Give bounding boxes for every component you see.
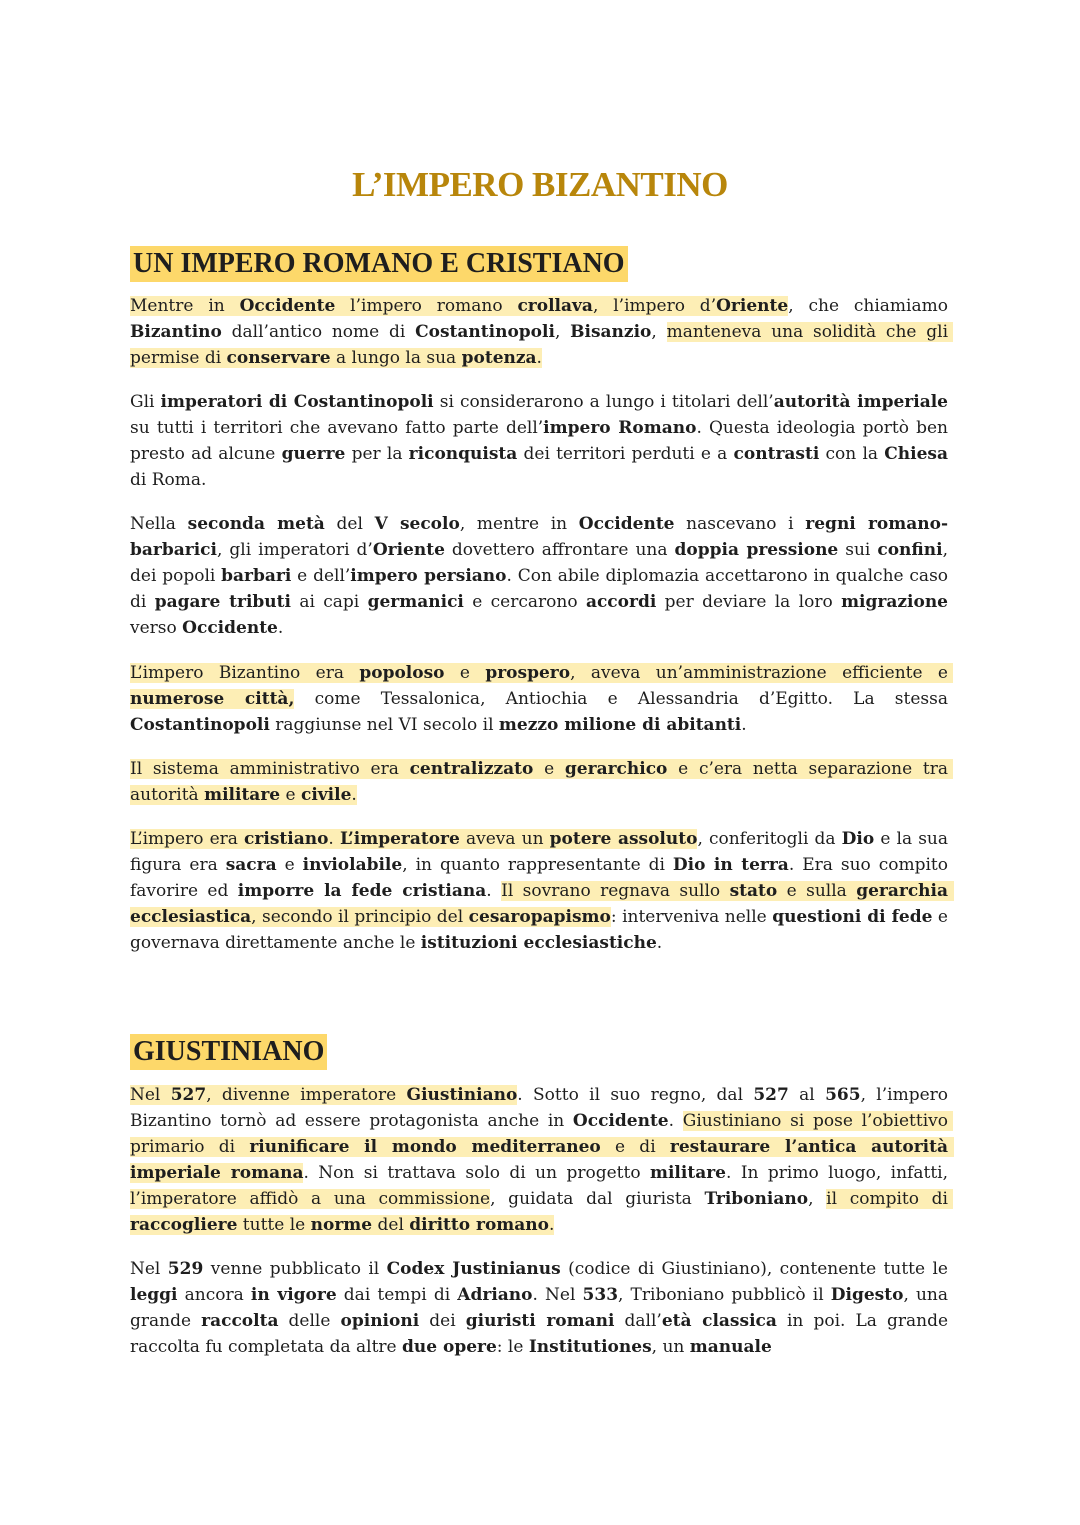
bold-text-run: barbari xyxy=(221,566,292,586)
bold-text-run: Dio in terra xyxy=(672,855,789,875)
bold-text-run: Digesto xyxy=(830,1285,904,1305)
paragraph xyxy=(130,756,954,808)
text-run: e governava direttamente anche le xyxy=(130,907,954,953)
text-run: tutte le xyxy=(237,1215,311,1235)
text-run: , divenne imperatore xyxy=(206,1085,407,1105)
text-run: , xyxy=(808,1189,827,1209)
text-run: Gli xyxy=(130,392,161,412)
bold-text-run: norme xyxy=(310,1215,373,1235)
bold-text-run: in vigore xyxy=(250,1285,337,1305)
text-run: con la xyxy=(819,444,885,464)
text-run: , conferitogli da xyxy=(697,829,842,849)
bold-text-run: V secolo xyxy=(374,514,460,534)
text-run: Nel xyxy=(130,1259,168,1279)
text-run: , un xyxy=(651,1337,690,1357)
text-run: dei territori perduti e a xyxy=(517,444,734,464)
text-run: e xyxy=(533,759,565,779)
bold-text-run: 565 xyxy=(825,1085,861,1105)
bold-text-run: 529 xyxy=(167,1259,204,1279)
bold-text-run: Chiesa xyxy=(884,444,948,464)
text-run: a lungo la sua xyxy=(330,348,462,368)
text-run: Nel xyxy=(130,1085,171,1105)
document-title: L’IMPERO BIZANTINO xyxy=(352,165,728,204)
bold-text-run: Oriente xyxy=(716,296,789,316)
text-run: , mentre in xyxy=(459,514,579,534)
bold-text-run: giuristi romani xyxy=(465,1311,615,1331)
bold-text-run: Costantinopoli xyxy=(415,322,555,342)
bold-text-run: migrazione xyxy=(841,592,948,612)
bold-text-run: 533 xyxy=(582,1285,619,1305)
text-run: . Con abile diplomazia accettarono in qualche caso di xyxy=(130,566,954,612)
bold-text-run: doppia pressione xyxy=(674,540,839,560)
section-heading-impero-romano-cristiano: UN IMPERO ROMANO E CRISTIANO xyxy=(130,246,628,282)
text-run: , una grande xyxy=(130,1285,954,1331)
text-run: . Questa ideologia portò ben presto ad alcune xyxy=(130,418,954,464)
bold-text-run: Codex Justinianus xyxy=(386,1259,561,1279)
text-run: , in quanto rappresentante di xyxy=(402,855,673,875)
bold-text-run: raccolta xyxy=(201,1311,279,1331)
bold-text-run: imperatori di Costantinopoli xyxy=(160,392,434,412)
text-run: venne pubblicato il xyxy=(203,1259,387,1279)
text-run: per deviare la loro xyxy=(656,592,842,612)
bold-text-run: riunificare il mondo mediterraneo xyxy=(249,1137,601,1157)
text-run: . Era suo compito favorire ed xyxy=(130,855,954,901)
paragraph xyxy=(130,1082,954,1238)
text-run: di Roma. xyxy=(130,444,954,490)
text-run: L’impero Bizantino era xyxy=(130,663,360,683)
text-run: in poi. La grande raccolta fu completata da altre xyxy=(130,1311,954,1357)
text-run: . xyxy=(656,933,663,953)
bold-text-run: Triboniano xyxy=(704,1189,809,1209)
text-run: dall’ xyxy=(614,1311,662,1331)
text-run: il compito di xyxy=(826,1189,954,1209)
text-run: e c’era netta separazione tra autorità xyxy=(130,759,954,805)
text-run: raggiunse nel VI secolo il xyxy=(269,715,499,735)
text-run: del xyxy=(372,1215,410,1235)
text-run: dall’antico nome di xyxy=(221,322,416,342)
bold-text-run: diritto romano xyxy=(409,1215,549,1235)
bold-text-run: Bisanzio xyxy=(570,322,652,342)
text-run: ai capi xyxy=(290,592,368,612)
bold-text-run: età classica xyxy=(661,1311,777,1331)
bold-text-run: prospero xyxy=(485,663,571,683)
bold-text-run: impero Romano xyxy=(543,418,697,438)
bold-text-run: riconquista xyxy=(408,444,518,464)
text-run: del xyxy=(324,514,375,534)
text-run: , che chiamiamo xyxy=(788,296,954,316)
text-run: . xyxy=(741,715,747,735)
bold-text-run: Costantinopoli xyxy=(130,715,270,735)
bold-text-run: autorità imperiale xyxy=(773,392,948,412)
bold-text-run: Occidente xyxy=(578,514,675,534)
text-run: sui xyxy=(838,540,878,560)
text-run: dai tempi di xyxy=(336,1285,458,1305)
text-run: . xyxy=(668,1111,683,1131)
text-run: per la xyxy=(345,444,409,464)
bold-text-run: Occidente xyxy=(239,296,336,316)
bold-text-run: militare xyxy=(649,1163,726,1183)
text-run: L’impero era xyxy=(130,829,245,849)
bold-text-run: 527 xyxy=(170,1085,207,1105)
text-run: e di xyxy=(600,1137,670,1157)
bold-text-run: popoloso xyxy=(359,663,445,683)
paragraph xyxy=(130,660,954,738)
bold-text-run: gerarchico xyxy=(564,759,668,779)
section-heading-giustiniano: GIUSTINIANO xyxy=(130,1034,327,1070)
text-run: verso xyxy=(130,592,954,638)
paragraph xyxy=(130,1256,954,1360)
text-run: . xyxy=(277,618,284,638)
text-run: e la sua figura era xyxy=(130,829,954,875)
text-run: . xyxy=(549,1215,555,1235)
bold-text-run: sacra xyxy=(225,855,277,875)
paragraph xyxy=(130,826,954,956)
text-run: . xyxy=(351,785,357,805)
bold-text-run: potere assoluto xyxy=(549,829,698,849)
bold-text-run: restaurare l’antica autorità imperiale romana xyxy=(130,1137,954,1183)
bold-text-run: Giustiniano xyxy=(406,1085,518,1105)
text-run: aveva un xyxy=(459,829,550,849)
bold-text-run: potenza xyxy=(461,348,537,368)
bold-text-run: manuale xyxy=(689,1337,772,1357)
paragraph xyxy=(130,511,954,641)
text-run: . xyxy=(328,829,340,849)
bold-text-run: Dio xyxy=(841,829,875,849)
text-run: . Sotto il suo regno, dal xyxy=(517,1085,754,1105)
bold-text-run: impero persiano xyxy=(350,566,507,586)
bold-text-run: gerarchia ecclesiastica xyxy=(130,881,954,927)
bold-text-run: guerre xyxy=(281,444,346,464)
text-run: Mentre in xyxy=(130,296,240,316)
text-run: e xyxy=(276,855,303,875)
text-run: e cercarono xyxy=(463,592,586,612)
bold-text-run: leggi xyxy=(130,1285,178,1305)
text-run: l’imperatore affidò a una commissione xyxy=(130,1189,491,1209)
bold-text-run: confini xyxy=(877,540,943,560)
text-run: e sulla xyxy=(777,881,857,901)
text-run: ancora xyxy=(177,1285,251,1305)
bold-text-run: crollava xyxy=(517,296,593,316)
text-run: e xyxy=(444,663,486,683)
bold-text-run: Oriente xyxy=(372,540,445,560)
text-run: Nella xyxy=(130,514,188,534)
text-run: : le xyxy=(496,1337,529,1357)
bold-text-run: numerose città, xyxy=(130,689,295,709)
bold-text-run: accordi xyxy=(585,592,657,612)
text-run: , aveva un’amministrazione efficiente e xyxy=(570,663,954,683)
text-run: , xyxy=(554,322,571,342)
bold-text-run: Institutiones xyxy=(528,1337,652,1357)
text-run: , Triboniano pubblicò il xyxy=(618,1285,831,1305)
bold-text-run: raccogliere xyxy=(130,1215,238,1235)
bold-text-run: regni romano-barbarici xyxy=(130,514,949,560)
bold-text-run: due opere xyxy=(402,1337,497,1357)
text-run: e dell’ xyxy=(291,566,351,586)
bold-text-run: militare xyxy=(204,785,281,805)
bold-text-run: L’imperatore xyxy=(339,829,460,849)
text-run: su tutti i territori che avevano fatto parte dell’ xyxy=(130,392,954,438)
text-run: e xyxy=(280,785,301,805)
text-run: . Nel xyxy=(532,1285,583,1305)
text-run: si considerarono a lungo i titolari dell’ xyxy=(433,392,774,412)
text-run: dei xyxy=(419,1311,466,1331)
bold-text-run: Adriano xyxy=(457,1285,533,1305)
bold-text-run: contrasti xyxy=(733,444,820,464)
text-run: come Tessalonica, Antiochia e Alessandria d’Egitto. La stessa xyxy=(294,689,954,709)
text-run: , l’impero d’ xyxy=(592,296,717,316)
bold-text-run: questioni di fede xyxy=(772,907,933,927)
text-run: dovettero affrontare una xyxy=(444,540,675,560)
text-run: , xyxy=(651,322,667,342)
text-run: , dei popoli xyxy=(130,540,954,586)
bold-text-run: Bizantino xyxy=(130,322,222,342)
text-run: : interveniva nelle xyxy=(610,907,773,927)
bold-text-run: 527 xyxy=(753,1085,789,1105)
text-run: Il sistema amministrativo era xyxy=(130,759,410,779)
text-run: delle xyxy=(278,1311,341,1331)
text-run: Il sovrano regnava sullo xyxy=(501,881,730,901)
bold-text-run: conservare xyxy=(226,348,331,368)
bold-text-run: centralizzato xyxy=(409,759,534,779)
bold-text-run: seconda metà xyxy=(187,514,325,534)
bold-text-run: pagare tributi xyxy=(154,592,291,612)
paragraph xyxy=(130,389,954,493)
text-run: Giustiniano si pose l’obiettivo primario di xyxy=(130,1111,954,1157)
bold-text-run: cesaropapismo xyxy=(468,907,611,927)
text-run: . In primo luogo, infatti, xyxy=(726,1163,954,1183)
text-run: l’impero romano xyxy=(335,296,518,316)
bold-text-run: civile xyxy=(300,785,352,805)
bold-text-run: opinioni xyxy=(340,1311,420,1331)
bold-text-run: inviolabile xyxy=(302,855,403,875)
text-run: (codice di Giustiniano), contenente tutte le xyxy=(560,1259,954,1279)
text-run: , guidata dal giurista xyxy=(490,1189,705,1209)
text-run: , gli imperatori d’ xyxy=(216,540,373,560)
text-run: . xyxy=(486,881,502,901)
text-run: manteneva una solidità che gli permise di xyxy=(130,322,954,368)
text-run: . xyxy=(536,348,542,368)
paragraph xyxy=(130,293,954,371)
text-run: . Non si trattava solo di un progetto xyxy=(303,1163,650,1183)
text-run: nascevano i xyxy=(674,514,806,534)
bold-text-run: stato xyxy=(729,881,778,901)
bold-text-run: cristiano xyxy=(244,829,329,849)
bold-text-run: mezzo milione di abitanti xyxy=(498,715,742,735)
bold-text-run: Occidente xyxy=(572,1111,669,1131)
text-run: al xyxy=(788,1085,826,1105)
bold-text-run: germanici xyxy=(367,592,464,612)
text-run: , l’impero Bizantino tornò ad essere protagonista anche in xyxy=(130,1085,954,1131)
bold-text-run: istituzioni ecclesiastiche xyxy=(420,933,657,953)
bold-text-run: Occidente xyxy=(182,618,278,638)
bold-text-run: imporre la fede cristiana xyxy=(237,881,487,901)
text-run: , secondo il principio del xyxy=(251,907,469,927)
